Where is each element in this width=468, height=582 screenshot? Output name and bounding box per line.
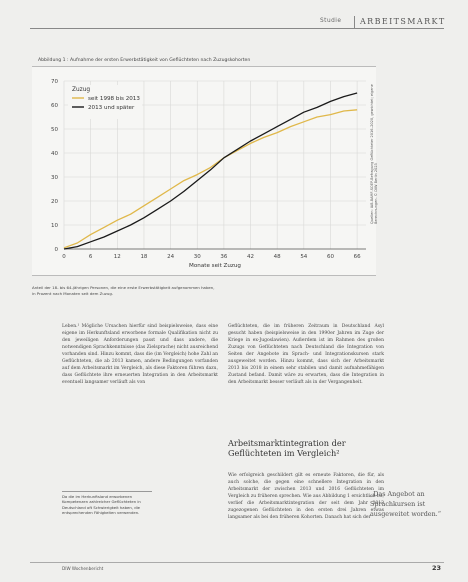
page-number: 23 [432, 564, 442, 572]
y-tick-label: 20 [51, 199, 58, 205]
section-heading-line-1: Arbeitsmarktintegration der [228, 438, 346, 448]
header-topic: ARBEITSMARKT [360, 17, 446, 26]
y-tick-label: 30 [51, 175, 58, 181]
section-heading-line-2: Geflüchteten im Vergleich² [228, 448, 340, 458]
header-section: Studie [320, 18, 342, 24]
y-tick-label: 70 [51, 79, 58, 85]
x-tick-label: 6 [88, 254, 93, 260]
x-tick-label: 66 [353, 254, 361, 260]
x-tick-label: 24 [167, 254, 175, 260]
body-column-3: Wie erfolgreich geschildert gilt es erneute Faktoren, die für, als auch solche, die gegen eine schnellere Integration in den Arbeitsmarkt der zwischen 2013 und 2016 Geflüchteten im Vergleich zu früheren sprechen. Wie aus Abbildung 1 ersichtlich ist, verlief die Arbeitsmarktintegration der seit dem Jahr 2013 zugezogenen Geflüchteten in den ersten drei Jahren etwas langsamer als bei den früheren Kohorten. Danach hat sich der [228, 473, 384, 520]
header-separator [354, 16, 355, 28]
y-tick-label: 50 [51, 127, 58, 133]
x-tick-label: 42 [247, 254, 255, 260]
figure-source-note [352, 74, 379, 224]
legend-label: seit 1998 bis 2013 [88, 96, 140, 102]
x-tick-label: 0 [62, 254, 66, 260]
footer-journal: DIW Wochenbericht [62, 566, 104, 571]
y-tick-label: 60 [51, 103, 58, 109]
header-rule [30, 28, 444, 29]
legend-label: 2013 und später [88, 105, 135, 111]
footer-rule [30, 562, 444, 563]
series-line [64, 110, 357, 248]
y-tick-label: 40 [51, 151, 58, 157]
x-tick-label: 12 [113, 254, 121, 260]
x-tick-label: 18 [140, 254, 148, 260]
x-axis-label: Monate seit Zuzug [189, 263, 241, 269]
side-note: Da die im Herkunftsland erworbenen Kompetenzen zahlreicher Geflüchteten in Deutschland oft Schwierigkeit haben, die entsprechenden Fähigkeiten verwenden. [62, 491, 152, 516]
x-tick-label: 36 [220, 254, 228, 260]
figure-caption: Abbildung 1 : Aufnahme der ersten Erwerbstätigkeit von Geflüchteten nach Zuzugskohorten [38, 58, 251, 63]
y-tick-label: 0 [54, 247, 58, 253]
line-chart [32, 67, 376, 275]
y-tick-label: 10 [51, 223, 58, 229]
source-note-text: Quellen: IAB-BAMF-SOEP-Befragung Geflüchteter 2016–2020, gewichtet; eigene Berechnungen. © DIW Berlin 2023 [370, 84, 379, 224]
section-heading [228, 438, 388, 458]
legend-title: Zuzug [72, 87, 91, 93]
body-column-1: Leben.¹ Mögliche Ursachen hierfür sind beispielsweise, dass eine eigene im Herkunftsland erworbene formale Qualifikation nicht zu den jeweiligen Anforderungen passt und dass andere, die notwendigen Sprachkenntnisse (das Zielsprache) nicht ausreichend vorhanden sind. Hinzu kommt, dass die (im Vergleich) hohe Zahl an Geflüchteten, die ab 2013 kamen, andere Bedingungen vorfanden auf dem Arbeitsmarkt im Vergleich, als diese Faktoren führen dazu, dass Geflüchtete ihre erneuerten Integration in den Arbeitsmarkt eventuell langsamer verläuft als von [62, 324, 218, 385]
x-tick-label: 30 [193, 254, 201, 260]
pull-quote: „Das Angebot an Sprachkursen ist ausgeweitet worden.“ [370, 490, 441, 519]
figure-note-line-1: Anteil der 18- bis 64-jährigen Personen, die eine erste Erwerbstätigkeit aufgenommen haben, [32, 285, 215, 290]
x-tick-label: 48 [273, 254, 281, 260]
x-tick-label: 54 [300, 254, 308, 260]
figure-note [32, 285, 372, 297]
figure-note-line-2: in Prozent nach Monaten seit dem Zuzug. [32, 291, 114, 297]
x-tick-label: 60 [326, 254, 334, 260]
chart-container [32, 66, 376, 276]
body-column-2: Geflüchteten, die im früheren Zeitraum in Deutschland Asyl gesucht haben (beispielsweise in den 1990er Jahren im Zuge der Kriege in ex-Jugoslawien). Außerdem ist im Rahmen des großen Zuzugs von Geflüchteten nach Deutschland die Integration von Seiten der Angebote im Sprach- und Integrationskursen stark ausgeweitet worden. Hinzu kommt, dass sich der Arbeitsmarkt 2013 bis 2018 in einem sehr stabilen und damit aufnahmefähigen Zustand befand. Damit wäre zu erwarten, dass die Integration in den Arbeitsmarkt besser verläuft als in der Vergangenheit. [228, 324, 384, 385]
